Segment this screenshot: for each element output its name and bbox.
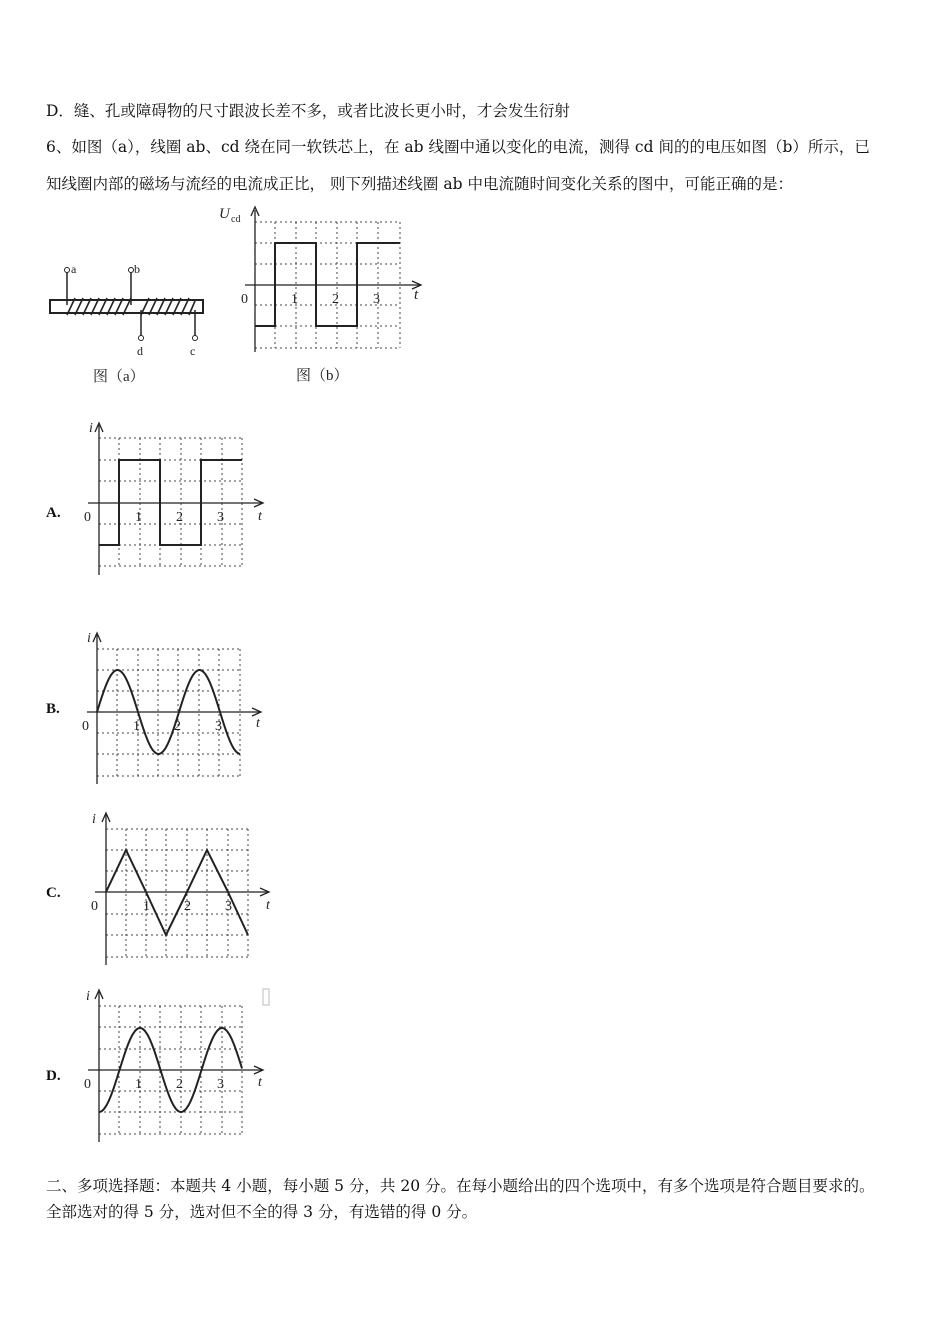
option-a-y-label: i <box>89 421 93 436</box>
scan-artifact <box>263 989 269 1005</box>
option-a-label[interactable]: A. <box>46 505 61 521</box>
terminal-d-label: d <box>137 344 143 358</box>
figure-b-tick-2: 2 <box>332 292 339 307</box>
previous-option-d: D．缝、孔或障碍物的尺寸跟波长差不多，或者比波长更小时，才会发生衍射 <box>46 102 570 120</box>
option-c-tick-2: 2 <box>184 899 191 914</box>
figure-b-tick-1: 1 <box>291 292 298 307</box>
option-d-label[interactable]: D. <box>46 1068 61 1084</box>
question-6-stem-line1: 6、如图（a），线圈 ab、cd 绕在同一软铁芯上，在 ab 线圈中通以变化的电流，测得 cd 间的的电压如图（b）所示，已 <box>46 138 870 156</box>
option-d-tick-3: 3 <box>217 1077 224 1092</box>
figure-a-caption: 图（a） <box>93 369 145 385</box>
option-a-x-label: t <box>258 509 262 524</box>
option-a-graph[interactable] <box>84 421 263 575</box>
option-b-tick-1: 1 <box>133 719 140 734</box>
option-d-tick-2: 2 <box>176 1077 183 1092</box>
option-a-tick-1: 1 <box>135 510 142 525</box>
option-b-tick-3: 3 <box>215 719 222 734</box>
figure-b-y-label-sub: cd <box>231 214 241 225</box>
option-d-x-label: t <box>258 1075 262 1090</box>
figure-b-x-label: t <box>414 287 419 303</box>
option-c-label[interactable]: C. <box>46 885 61 901</box>
figure-b-caption: 图（b） <box>296 368 349 384</box>
question-6-stem-line2: 知线圈内部的磁场与流经的电流成正比， 则下列描述线圈 ab 中电流随时间变化关系的图中，可能正确的是： <box>46 175 793 193</box>
option-c-x-label: t <box>266 898 270 913</box>
terminal-b-label: b <box>134 262 140 276</box>
option-c-tick-3: 3 <box>225 899 232 914</box>
section-2-heading-line2: 全部选对的得 5 分，选对但不全的得 3 分，有选错的得 0 分。 <box>46 1203 478 1221</box>
option-c-graph[interactable] <box>91 812 271 965</box>
figure-b-origin: 0 <box>241 292 248 307</box>
figure-b-y-label: U <box>219 206 230 222</box>
option-b-origin: 0 <box>82 719 89 734</box>
option-a-origin: 0 <box>84 510 91 525</box>
option-c-origin: 0 <box>91 899 98 914</box>
figure-b-tick-3: 3 <box>373 292 380 307</box>
option-b-graph[interactable] <box>82 631 261 784</box>
terminal-a-label: a <box>71 262 77 276</box>
option-a-tick-2: 2 <box>176 510 183 525</box>
section-2-heading-line1: 二、多项选择题：本题共 4 小题，每小题 5 分，共 20 分。在每小题给出的四个选项中，有多个选项是符合题目要求的。 <box>46 1177 875 1195</box>
terminal-c-label: c <box>190 344 196 358</box>
option-b-y-label: i <box>87 631 91 646</box>
option-b-label[interactable]: B. <box>46 701 60 717</box>
option-b-x-label: t <box>256 716 260 731</box>
option-d-tick-1: 1 <box>135 1077 142 1092</box>
option-b-tick-2: 2 <box>174 719 181 734</box>
option-a-tick-3: 3 <box>217 510 224 525</box>
option-c-tick-1: 1 <box>143 899 150 914</box>
option-c-y-label: i <box>92 812 96 827</box>
option-d-origin: 0 <box>84 1077 91 1092</box>
option-d-y-label: i <box>86 989 90 1004</box>
option-d-graph[interactable] <box>84 989 263 1142</box>
